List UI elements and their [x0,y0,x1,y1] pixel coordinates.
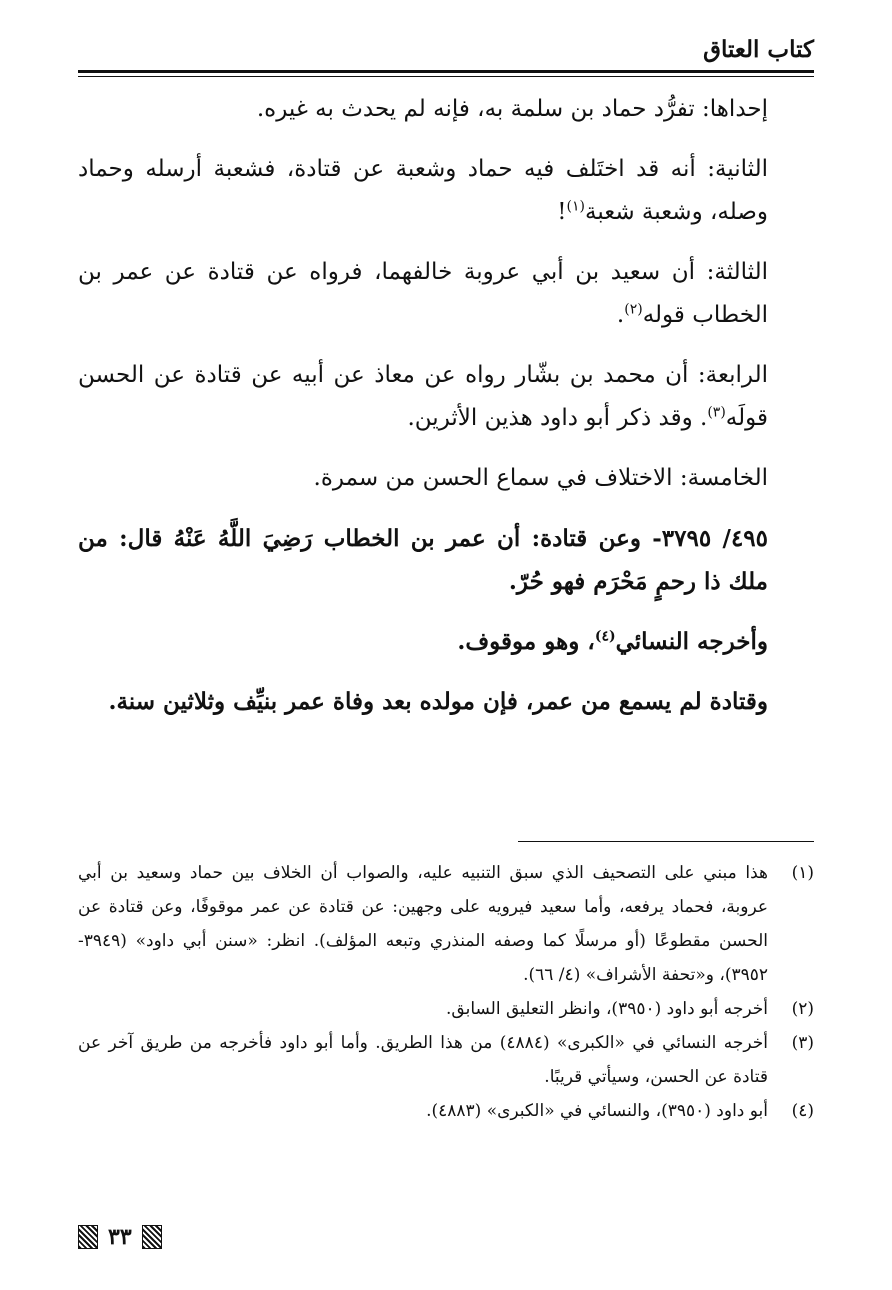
ornament-icon [78,1225,98,1249]
footnote-ref-3[interactable]: (٣) [707,404,726,421]
paragraph-fifth: الخامسة: الاختلاف في سماع الحسن من سمرة. [313,465,768,491]
footnote-2 [78,992,814,1026]
footnote-number: (١) [791,863,814,883]
header-rule-thin [78,76,814,77]
paragraph-second: الثانية: أنه قد اختَلف فيه حماد وشعبة عن قتادة، فشعبة أرسله وحماد وصله، وشعبة شعبة$^{(١)}$! [78,156,768,225]
paragraph-fourth: الرابعة: أن محمد بن بشّار رواه عن معاذ عن أبيه عن قتادة عن الحسن قولَه$^{(٣)}$. وقد ذكر أبو داود هذين الأثرين. [78,362,768,431]
footnote-text: أخرجه النسائي في «الكبرى» (٤٨٨٤) من هذا الطريق. وأما أبو داود فأخرجه من طريق آخر عن قتادة عن الحسن، وسيأتي قريبًا. [78,1033,769,1087]
footnote-ref-1[interactable]: (١) [566,198,585,215]
footnote-1 [78,856,814,992]
footnote-text: هذا مبني على التصحيف الذي سبق التنبيه عليه، والصواب أن الخلاف بين حماد وسعيد بن أبي عروبة، فحماد يرفعه، وأما سعيد فيرويه على وجهين: عن قتادة عن عمر موقوفًا، وعن قتادة عن الحسن مقطوعًا (أو مرسلًا كما وصفه المنذري وتبعه المؤلف). انظر: «سنن أبي داود» (٣٩٤٩- ٣٩٥٢)، و«تحفة الأشراف» (٤/ ٦٦). [78,863,768,985]
header-rule [78,70,814,73]
paragraph-third: الثالثة: أن سعيد بن أبي عروبة خالفهما، فرواه عن قتادة عن عمر بن الخطاب قوله$^{(٢)}$. [78,259,768,328]
page-number: ٣٣ [108,1224,132,1250]
footnote-number: (٢) [791,999,814,1019]
hadith-text: ٤٩٥/ ٣٧٩٥- وعن قتادة: أن عمر بن الخطاب رَضِيَ اللَّهُ عَنْهُ قال: من ملك ذا رحمٍ مَحْرَم فهو حُرّ. [78,525,768,595]
page-footer [78,1222,162,1252]
footnote-text: أبو داود (٣٩٥٠)، والنسائي في «الكبرى» (٤٨٨٣). [426,1101,768,1121]
paragraph-comment: وقتادة لم يسمع من عمر، فإن مولده بعد وفاة عمر بنيِّف وثلاثين سنة. [108,688,768,715]
footnote-3 [78,1026,814,1094]
main-text [78,88,814,740]
ornament-icon [142,1225,162,1249]
footnote-text: أخرجه أبو داود (٣٩٥٠)، وانظر التعليق السابق. [446,999,768,1019]
footnote-separator [518,841,814,842]
chapter-title: كتاب العتاق [703,36,814,63]
paragraph-takhrij: وأخرجه النسائي$^{(٤)}$، وهو موقوف. [457,628,768,655]
footnote-number: (٤) [791,1101,814,1121]
footnote-4 [78,1094,814,1128]
footnotes [78,856,814,1128]
footnote-ref-2[interactable]: (٢) [624,301,643,318]
paragraph-first: إحداها: تفرُّد حماد بن سلمة به، فإنه لم يحدث به غيره. [256,96,768,122]
footnote-ref-4[interactable]: (٤) [594,628,616,645]
footnote-number: (٣) [791,1033,814,1053]
